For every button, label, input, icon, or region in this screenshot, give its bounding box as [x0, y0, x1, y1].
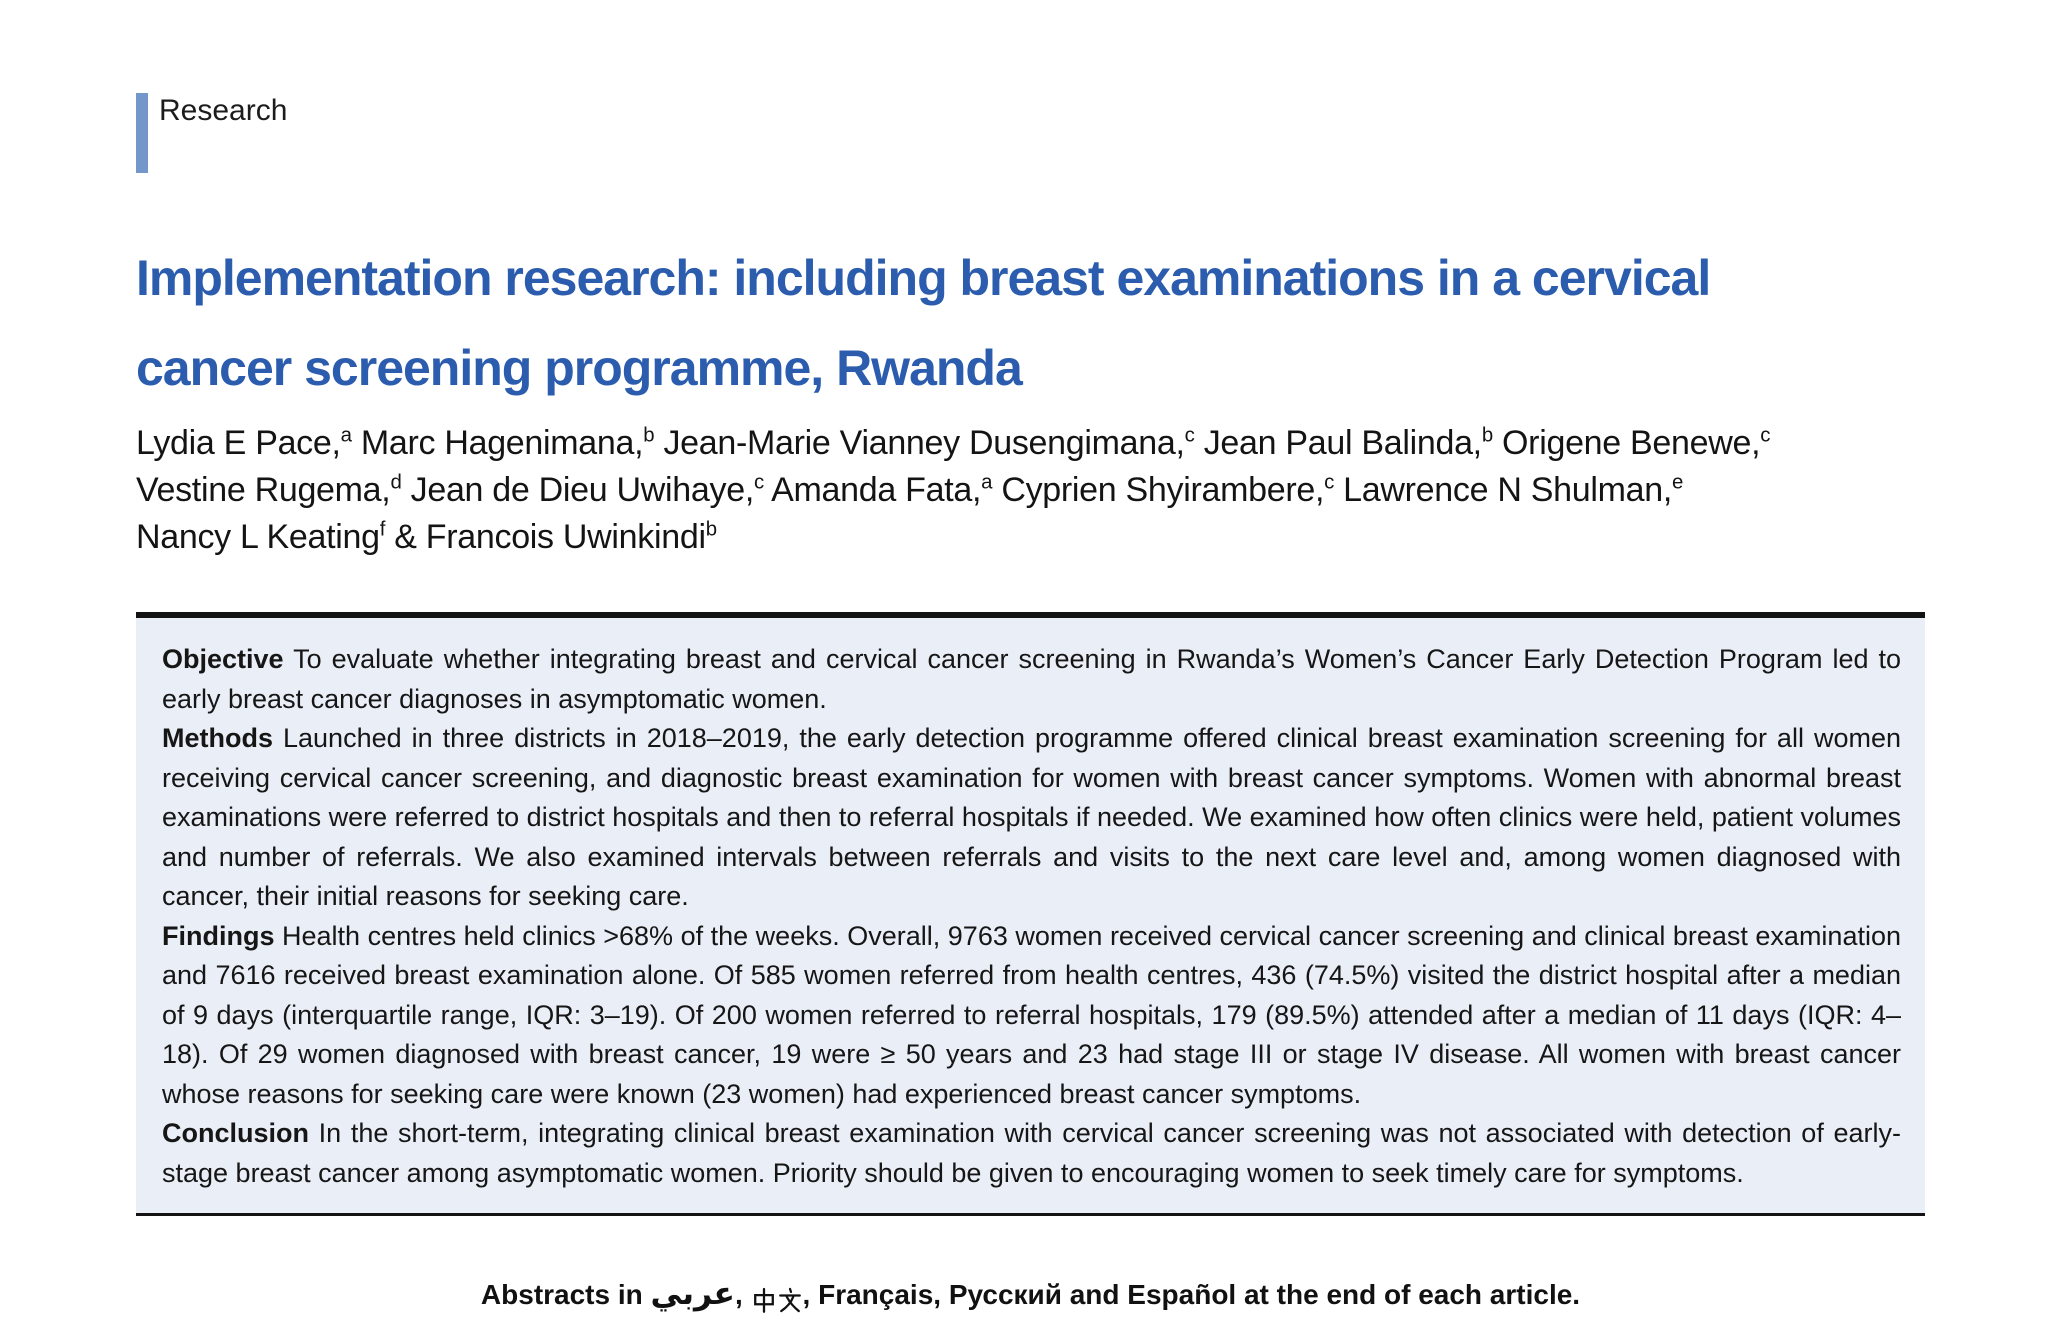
section-accent-bar	[136, 93, 148, 173]
article-title-line-2: cancer screening programme, Rwanda	[136, 340, 1022, 396]
author-affiliation-superscript: d	[390, 471, 402, 494]
author-affiliation-superscript: c	[1324, 471, 1335, 494]
author-name: Origene Benewe,	[1492, 424, 1761, 462]
author-line	[136, 420, 1770, 467]
author-affiliation-superscript: c	[1184, 424, 1195, 447]
arabic-language-text: عربي	[650, 1276, 735, 1312]
author-name: Lydia E Pace,	[136, 424, 341, 462]
author-name: & Francois Uwinkindi	[385, 518, 706, 556]
author-name: Jean-Marie Vianney Dusengimana,	[654, 424, 1185, 462]
abstract-box	[136, 612, 1925, 1216]
abstract-section-conclusion: Conclusion In the short-term, integrating clinical breast examination with cervical cancer screening was not associated with detection of early-stage breast cancer among asymptomatic women. Priority should be given to encouraging women to seek timely care for symptoms.	[162, 1118, 1901, 1188]
author-affiliation-superscript: b	[705, 518, 717, 541]
author-name: Jean de Dieu Uwihaye,	[401, 471, 754, 509]
article-title	[136, 233, 1710, 413]
section-label: Research	[159, 94, 288, 127]
abstracts-note-text: Abstracts in	[480, 1279, 651, 1310]
abstract-section-objective: Objective To evaluate whether integrating breast and cervical cancer screening in Rwanda’s Women’s Cancer Early Detection Program led to early breast cancer diagnoses in asymptomatic women.	[162, 644, 1901, 714]
author-affiliation-superscript: a	[981, 471, 993, 494]
author-name: Nancy L Keating	[136, 518, 380, 556]
author-line	[136, 514, 1770, 561]
author-affiliation-superscript: a	[340, 424, 352, 447]
author-name: Vestine Rugema,	[136, 471, 391, 509]
abstracts-note-text: ,	[734, 1279, 751, 1310]
author-name: Jean Paul Balinda,	[1194, 424, 1482, 462]
author-affiliation-superscript: f	[379, 518, 386, 541]
author-line	[136, 467, 1770, 514]
abstract-section-label: Methods	[162, 723, 273, 753]
abstract-section-label: Findings	[162, 920, 275, 951]
chinese-language-glyphs	[751, 1282, 803, 1314]
author-name: Amanda Fata,	[763, 471, 982, 509]
author-affiliation-superscript: c	[1760, 424, 1771, 447]
article-title-line-1: Implementation research: including breast examinations in a cervical	[136, 250, 1711, 306]
abstract-section-label: Objective	[162, 644, 284, 674]
author-affiliation-superscript: e	[1671, 471, 1684, 494]
author-affiliation-superscript: b	[1481, 424, 1493, 447]
author-affiliation-superscript: b	[643, 424, 655, 447]
abstracts-note-text: , Français, Русский and Español at the end of each article.	[802, 1279, 1581, 1310]
abstract-section-findings: Findings Health centres held clinics >68% of the weeks. Overall, 9763 women received cervical cancer screening and clinical breast examination and 7616 received breast examination alone. Of 585 women referred from health centres, 436 (74.5%) visited the district hospital after a median of 9 days (interquartile range, IQR: 3–19). Of 200 women referred to referral hospitals, 179 (89.5%) attended after a median of 11 days (IQR: 4–18). Of 29 women diagnosed with breast cancer, 19 were ≥ 50 years and 23 had stage III or stage IV disease. All women with breast cancer whose reasons for seeking care were known (23 women) had experienced breast cancer symptoms.	[162, 920, 1901, 1109]
abstract-section-label: Conclusion	[162, 1118, 309, 1148]
author-affiliation-superscript: c	[753, 471, 764, 494]
author-list	[136, 420, 1770, 561]
author-name: Lawrence N Shulman,	[1334, 471, 1672, 509]
abstract-section-methods: Methods Launched in three districts in 2018–2019, the early detection programme offered clinical breast examination screening for all women receiving cervical cancer screening, and diagnostic breast examination for women with breast cancer symptoms. Women with abnormal breast examinations were referred to district hospitals and then to referral hospitals if needed. We examined how often clinics were held, patient volumes and number of referrals. We also examined intervals between referrals and visits to the next care level and, among women diagnosed with cancer, their initial reasons for seeking care.	[162, 723, 1901, 911]
author-name: Marc Hagenimana,	[351, 424, 644, 462]
author-name: Cyprien Shyirambere,	[992, 471, 1325, 509]
section-kicker	[136, 93, 287, 173]
abstracts-languages-note	[0, 1276, 2061, 1314]
